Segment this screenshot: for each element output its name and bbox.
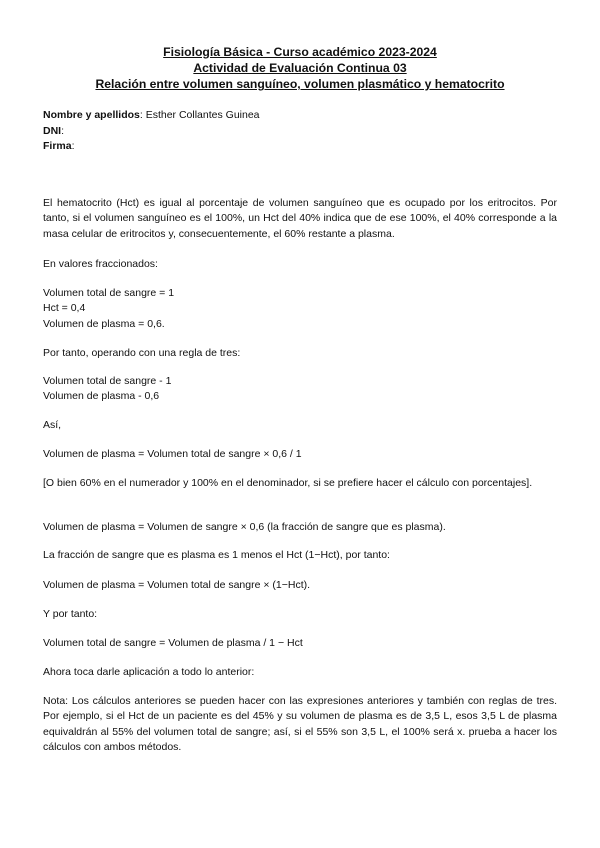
name-value: : Esther Collantes Guinea bbox=[139, 109, 260, 121]
name-label: Nombre y apellidos bbox=[43, 109, 140, 121]
fraction-statement bbox=[43, 548, 557, 563]
name-field bbox=[43, 108, 260, 124]
apply-line bbox=[43, 665, 557, 680]
fractional-values bbox=[43, 286, 557, 332]
fractional-intro-text: En valores fraccionados: bbox=[43, 258, 158, 270]
dni-label: DNI bbox=[43, 124, 62, 137]
intro-paragraph bbox=[43, 196, 557, 242]
formula-1-text: Volumen de plasma = Volumen total de sangre × 0,6 / 1 bbox=[43, 448, 302, 460]
rule-line: Volumen total de sangre - 1 bbox=[43, 375, 172, 387]
firma-field bbox=[43, 139, 260, 155]
topic-title: Relación entre volumen sanguíneo, volumen plasmático y hematocrito bbox=[95, 77, 505, 91]
apply-text: Ahora toca darle aplicación a todo lo anterior: bbox=[43, 666, 255, 678]
y-por-tanto bbox=[43, 607, 557, 622]
fraction-line: Volumen de plasma = 0,6. bbox=[43, 317, 165, 330]
asi-line bbox=[43, 418, 557, 433]
note-percentages-text: [O bien 60% en el numerador y 100% en el denominador, si se prefiere hacer el cálculo con porcentajes]. bbox=[43, 477, 533, 489]
formula-1 bbox=[43, 447, 557, 462]
fraction-statement-text: La fracción de sangre que es plasma es 1 menos el Hct (1−Hct), por tanto: bbox=[43, 549, 390, 561]
formula-4 bbox=[43, 636, 557, 651]
fractional-intro bbox=[43, 257, 557, 272]
dni-field bbox=[43, 124, 260, 140]
formula-3 bbox=[43, 578, 557, 593]
formula-3-text: Volumen de plasma = Volumen total de sangre × (1−Hct). bbox=[43, 579, 311, 591]
intro-text: El hematocrito (Hct) es igual al porcentaje de volumen sanguíneo que es ocupado por los eritrocitos. Por tanto, si el volumen sanguíneo es el 100%, un Hct del 40% indica que de ese 100%, el 40% corresponde a la masa celular de eritrocitos y, consecuentemente, el 60% restante a plasma. bbox=[43, 197, 557, 240]
final-note bbox=[43, 694, 557, 755]
formula-2-text: Volumen de plasma = Volumen de sangre × 0,6 (la fracción de sangre que es plasma). bbox=[43, 521, 446, 533]
asi-text: Así, bbox=[43, 419, 62, 431]
course-title: Fisiología Básica - Curso académico 2023-2024 bbox=[163, 45, 437, 59]
document-header bbox=[0, 44, 600, 92]
rule-line: Volumen de plasma - 0,6 bbox=[43, 390, 160, 403]
firma-label: Firma bbox=[43, 140, 72, 152]
rule-of-three-intro bbox=[43, 346, 557, 361]
y-por-tanto-text: Y por tanto: bbox=[43, 608, 98, 620]
formula-2 bbox=[43, 520, 557, 535]
final-note-text: Nota: Los cálculos anteriores se pueden hacer con las expresiones anteriores y también con reglas de tres. Por ejemplo, si el Hct de un paciente es del 45% y su volumen de plasma es de 3,5 L, esos 3,5 L de plasma equivaldrán al 55% del volumen total de sangre; así, si el 55% son 3,5 L, el 100% será x. prueba a hacer los cálculos con ambos métodos. bbox=[43, 695, 557, 753]
dni-suffix: : bbox=[61, 124, 65, 137]
rule-of-three-lines bbox=[43, 374, 557, 405]
activity-title: Actividad de Evaluación Continua 03 bbox=[193, 61, 407, 75]
fraction-line: Volumen total de sangre = 1 bbox=[43, 287, 175, 299]
rule-intro-text: Por tanto, operando con una regla de tres: bbox=[43, 347, 241, 359]
firma-suffix: : bbox=[71, 140, 75, 152]
student-fields bbox=[43, 108, 260, 155]
fraction-line: Hct = 0,4 bbox=[43, 302, 86, 315]
formula-4-text: Volumen total de sangre = Volumen de plasma / 1 − Hct bbox=[43, 637, 303, 649]
note-percentages bbox=[43, 476, 557, 491]
